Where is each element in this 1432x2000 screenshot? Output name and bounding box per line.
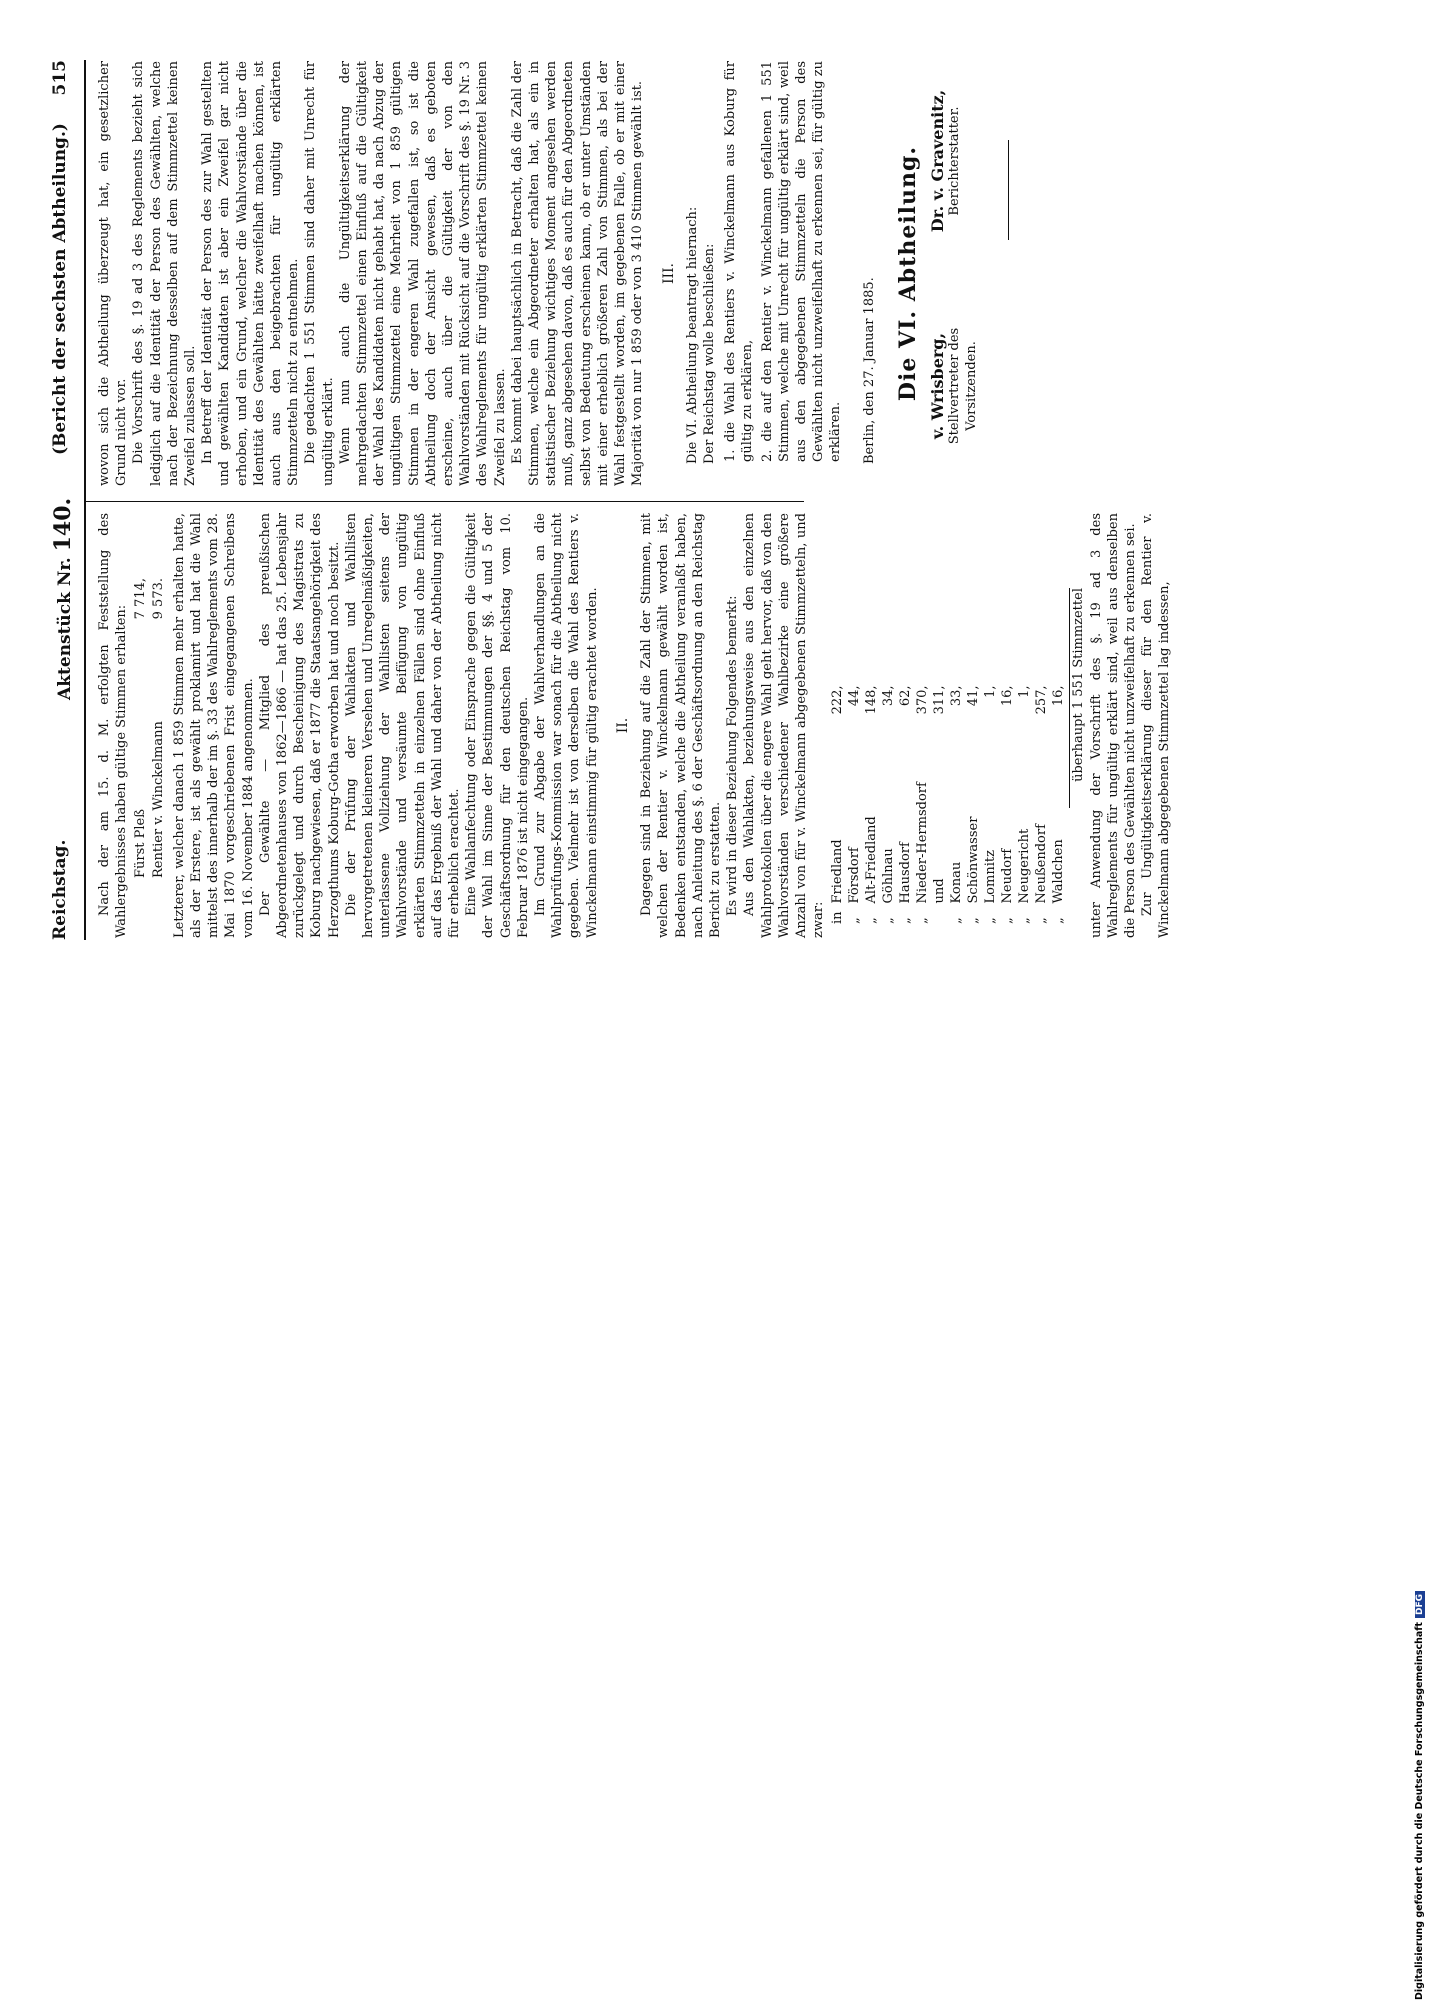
place-count: 1, <box>983 685 999 698</box>
place-name: und <box>932 878 948 904</box>
paragraph: Es wird in dieser Beziehung Folgendes bemerkt: <box>725 595 741 916</box>
vote-row <box>150 578 167 878</box>
place-name: Nieder-Hermsdorf <box>915 782 931 904</box>
place-count: 311, <box>932 685 948 715</box>
page-number: 515 <box>50 60 70 96</box>
place-count: 41, <box>966 685 982 707</box>
place-prefix: „ <box>864 917 880 924</box>
place-row <box>1033 681 1050 928</box>
place-name: Hausdorf <box>898 842 914 904</box>
place-prefix: „ <box>1017 917 1033 924</box>
paragraph: Die VI. Abtheilung beantragt hiernach: <box>684 206 700 464</box>
place-row <box>846 681 863 928</box>
paragraph: Es kommt dabei hauptsächlich in Betracht, daß die Zahl der Stimmen, welche ein Abgeordneter erhalten hat, als ein in statistischer Beziehung wichtiges Moment angesehen werden muß, ganz abgesehen davon, daß es auch für den Abgeordneten selbst von Bedeutung erscheinen kann, ob er unter Umständen mit einer erheblich größeren Zahl von Stimmen, als bei der Wahl festgestellt worden, im gegebenen Falle, ob er mit einer Majorität von nur 1 859 oder von 3 410 Stimmen gewählt ist. <box>509 61 646 486</box>
place-name: Göhlnau <box>881 848 897 904</box>
signature-name: Dr. v. Gravenitz, <box>927 89 947 233</box>
left-column <box>96 513 1174 938</box>
signature-block <box>929 296 981 476</box>
signature-role: Berichterstatter. <box>947 106 963 216</box>
place-name: Konau <box>949 861 965 904</box>
section-heading: III. <box>660 262 677 285</box>
place-prefix: „ <box>898 917 914 924</box>
place-prefix: „ <box>983 917 999 924</box>
page-header <box>50 60 78 940</box>
place-row <box>999 681 1016 928</box>
candidate-name: Fürst Pleß <box>133 809 149 878</box>
paragraph: Zur Ungültigkeitserklärung dieser für den Rentier v. Winckelmann abgegebenen Stimmzettel lag indessen, <box>1140 513 1173 938</box>
place-name: Försdorf <box>847 847 863 904</box>
paragraph: Aus den Wahlakten, beziehungsweise aus den einzelnen Wahlprotokollen über die engere Wahl geht hervor, daß von den Wahlvorständen verschiedener Wahlbezirke eine größere Anzahl von für v. Winckelmann abgegebenen Stimmzetteln, und zwar: <box>742 513 827 938</box>
place-row <box>1016 681 1033 928</box>
place-name: Lomnitz <box>983 850 999 904</box>
places-total: überhaupt 1 551 Stimmzettel <box>1069 588 1087 808</box>
column-divider <box>84 501 804 502</box>
place-row <box>880 681 897 928</box>
paragraph: Nach der am 15. d. M. erfolgten Feststellung des Wahlergebnisses haben gültige Stimmen erhalten: <box>97 513 130 938</box>
document-page <box>0 0 1390 1000</box>
header-rule <box>84 60 86 940</box>
dfg-logo: DFG <box>1415 1591 1425 1618</box>
place-name: Waldchen <box>1051 839 1067 904</box>
paragraph: Die Vorschrift des §. 19 ad 3 des Reglements bezieht sich lediglich auf die Identität der Person des Gewählten, welche nach der Bezeichnung desselben auf dem Stimmzettel keinen Zweifel zulassen soll. <box>131 61 199 486</box>
place-row <box>914 681 931 928</box>
signature-role: Stellvertreter des Vorsitzenden. <box>947 327 980 445</box>
place-date: Berlin, den 27. Januar 1885. <box>861 277 877 464</box>
paragraph: wovon sich die Abtheilung überzeugt hat, ein gesetzlicher Grund nicht vor. <box>97 61 130 486</box>
place-prefix: „ <box>1051 917 1067 924</box>
place-count: 148, <box>864 685 880 715</box>
end-rule <box>1008 140 1009 240</box>
place-count: 370, <box>915 685 931 715</box>
place-prefix: „ <box>1000 917 1016 924</box>
paragraph: Die der Prüfung der Wahlakten und Wahllisten hervorgetretenen kleineren Versehen und Unregelmäßigkeiten, unterlassene Vollziehung der Wahllisten seitens der Wahlvorstände und versäumte Beifügung von ungültig erklärten Stimmzetteln in einzelnen Fällen sind ohne Einfluß auf das Ergebniß der Wahl und daher von der Abtheilung nicht für erheblich erachtet. <box>343 513 463 938</box>
place-row <box>931 681 948 928</box>
header-right: (Bericht der sechsten Abtheilung.) <box>50 123 70 455</box>
paragraph: In Betreff der Identität der Person des zur Wahl gestellten und gewählten Kandidaten ist aber ein Zweifel gar nicht erhoben, und ein Grund, welcher die Wahlvorstände über die Identität des Gewählten hätte zweifelhaft machen können, ist auch aus den beigebrachten für ungültig erklärten Stimmzetteln nicht zu entnehmen. <box>200 61 302 486</box>
place-count: 1, <box>1017 685 1033 698</box>
signature-block <box>929 66 963 256</box>
place-prefix: „ <box>915 917 931 924</box>
places-table <box>829 681 1067 928</box>
place-row <box>897 681 914 928</box>
place-prefix: „ <box>949 917 965 924</box>
place-name: Neudorf <box>1000 848 1016 904</box>
resolution-item: 2. die auf den Rentier v. Winckelmann gefallenen 1 551 Stimmen, welche mit Unrecht für ungültig erklärt sind, weil aus den abgegebenen Stimmzetteln die Person des Gewählten nicht unzweifelhaft zu erkennen sei, für gültig zu erklären. <box>759 61 844 462</box>
place-row <box>948 681 965 928</box>
place-row <box>829 681 846 928</box>
place-row <box>982 681 999 928</box>
paragraph: Der Reichstag wolle beschließen: <box>701 243 717 464</box>
funding-text: Digitalisierung gefördert durch die Deutsche Forschungsgemeinschaft <box>1414 1622 1425 2000</box>
vote-row <box>132 578 149 878</box>
place-row <box>1050 681 1067 928</box>
paragraph: Eine Wahlanfechtung oder Einsprache gegen die Gültigkeit der Wahl im Sinne der Bestimmungen der §§. 4 und 5 der Geschäftsordnung für den deutschen Reichstag vom 10. Februar 1876 ist nicht eingegangen. <box>464 513 531 938</box>
paragraph: Die gedachten 1 551 Stimmen sind daher mit Unrecht für ungültig erklärt. <box>303 61 336 486</box>
candidate-name: Rentier v. Winckelmann <box>150 721 166 878</box>
right-column <box>96 61 999 486</box>
paragraph: Der Gewählte — Mitglied des preußischen Abgeordnetenhauses von 1862—1866 — hat das 25. Lebensjahr zurückgelegt und durch Bescheinigung des Magistrats zu Koburg nachgewiesen, daß er 1877 die Staatsangehörigkeit des Herzogthums Koburg-Gotha erworben hat und noch besitzt. <box>257 513 342 938</box>
signatures <box>929 61 999 486</box>
header-prefix: Aktenstück Nr. <box>55 557 75 700</box>
header-number: 140. <box>50 497 76 552</box>
place-count: 34, <box>881 685 897 707</box>
place-name: Neugericht <box>1017 828 1033 904</box>
vote-count: 9 573. <box>150 578 166 620</box>
place-name: Neußendorf <box>1034 824 1050 904</box>
place-row <box>965 681 982 928</box>
place-count: 62, <box>898 685 914 707</box>
vote-count: 7 714, <box>133 578 149 620</box>
place-row <box>863 681 880 928</box>
place-count: 33, <box>949 685 965 707</box>
place-count: 257, <box>1034 685 1050 715</box>
place-prefix: „ <box>1034 917 1050 924</box>
place-count: 16, <box>1000 685 1016 707</box>
place-prefix: „ <box>881 917 897 924</box>
paragraph: Im Grund zur Abgabe der Wahlverhandlungen an die Wahlprüfungs-Kommission war sonach für die Abtheilung nicht gegeben. Vielmehr ist von derselben die Wahl des Rentiers v. Winckelmann einstimmig für gültig erachtet worden. <box>533 513 600 938</box>
funding-notice <box>1414 1000 1425 2000</box>
header-document-number <box>50 498 76 700</box>
place-name: Alt-Friedland <box>864 816 880 904</box>
place-prefix <box>931 907 948 928</box>
resolution-item: 1. die Wahl des Rentiers v. Winckelmann aus Koburg für gültig zu erklären, <box>723 61 756 462</box>
place-count: 44, <box>847 685 863 707</box>
section-heading: II. <box>614 717 631 734</box>
place-prefix: „ <box>847 917 863 924</box>
place-prefix: „ <box>966 917 982 924</box>
paragraph: Letzterer, welcher danach 1 859 Stimmen mehr erhalten hatte, als der Erstere, ist als gewählt proklamirt und hat die Wahl mittelst des innerhalb der im §. 33 des Wahlreglements vom 28. Mai 1870 vorgeschriebenen Frist eingegangenen Schreibens vom 16. November 1884 angenommen. <box>171 513 256 938</box>
paragraph: Wenn nun auch die Ungültigkeitserklärung der mehrgedachten Stimmzettel einen Einfluß auf die Gültigkeit der Wahl des Kandidaten nicht gehabt hat, da nach Abzug der ungültigen Stimmzettel eine Mehrheit von 1 859 gültigen Stimmen in der engeren Wahl zugefallen ist, so ist die Abtheilung doch der Ansicht gewesen, daß es geboten erscheine, auch über die Gültigkeit der von den Wahlvorständen mit Rücksicht auf die Vorschrift des §. 19 Nr. 3 des Wahlreglements für ungültig erklärten Stimmzettel keinen Zweifel zu lassen. <box>337 61 508 486</box>
place-count: 16, <box>1051 685 1067 707</box>
vote-results <box>132 513 166 878</box>
place-name: Schönwasser <box>966 816 982 904</box>
place-prefix: in <box>830 911 846 924</box>
header-left: Reichstag. <box>50 839 70 940</box>
paragraph: unter Anwendung der Vorschrift des §. 19 ad 3 des Wahlreglements für ungültig erklärt sind, weil aus denselben die Person des Gewählten nicht unzweifelhaft zu erkennen sei. <box>1088 513 1138 938</box>
place-name: Friedland <box>830 839 846 904</box>
paragraph: Dagegen sind in Beziehung auf die Zahl der Stimmen, mit welchen der Rentier v. Winckelmann gewählt worden ist, Bedenken entstanden, welche die Abtheilung veranlaßt haben, nach Anleitung des §. 6 der Geschäftsordnung an den Reichstag Bericht zu erstatten. <box>639 513 723 938</box>
resolution-list <box>722 61 844 486</box>
place-count: 222, <box>830 685 846 715</box>
abtheilung-title: Die VI. Abtheilung. <box>894 145 921 402</box>
signature-name: v. Wrisberg, <box>927 332 947 440</box>
